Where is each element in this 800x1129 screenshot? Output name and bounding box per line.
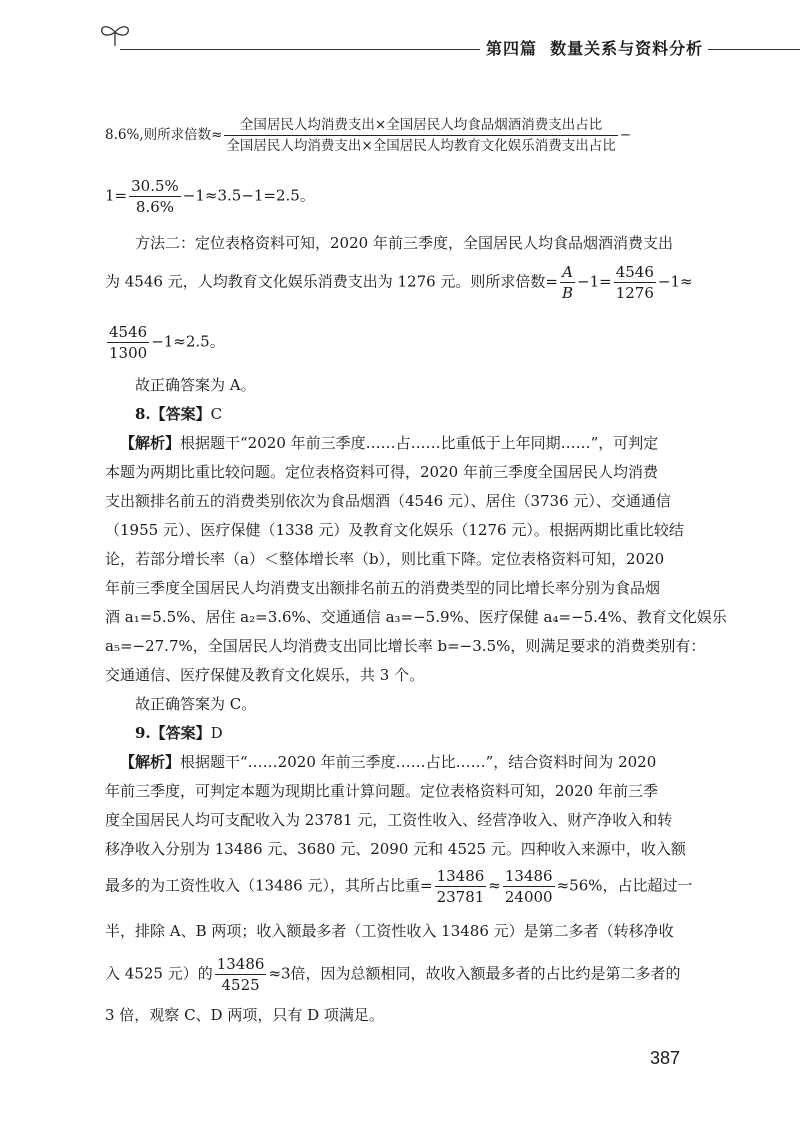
l25-num: 13486 xyxy=(216,955,265,973)
l5-suffix: −1≈2.5。 xyxy=(151,332,225,351)
line-22: 移净收入分别为 13486 元、3680 元、2090 元和 4525 元。四种收入来源中，收入额 xyxy=(105,840,686,858)
fraction-4546-over-1276 xyxy=(614,262,656,303)
header-rule-right xyxy=(708,49,800,50)
line-24: 半，排除 A、B 两项；收入额最多者（工资性收入 13486 元）是第二多者（转移净收 xyxy=(105,922,674,940)
fraction-share-ratio xyxy=(224,115,617,156)
l2-num: 30.5% xyxy=(131,177,179,195)
page-number: 387 xyxy=(650,1048,681,1068)
fraction-4546-over-1300 xyxy=(107,322,149,363)
analysis-8-text: 根据题干“2020 年前三季度……占……比重低于上年同期……”，可判定 xyxy=(180,434,659,452)
line-23 xyxy=(105,866,695,907)
line-2 xyxy=(105,176,695,217)
l4-den2: 1276 xyxy=(615,284,654,302)
line-11: （1955 元）、医疗保健（1338 元）及教育文化娱乐（1276 元）。根据两期比重比较结 xyxy=(105,521,684,539)
l4-num2: 4546 xyxy=(615,263,654,281)
answer-9 xyxy=(135,718,725,748)
line-14: 酒 a₁=5.5%、居住 a₂=3.6%、交通通信 a₃=−5.9%、医疗保健 a₄=−5.4%、教育文化娱乐 xyxy=(105,608,727,626)
line-15: a₅=−27.7%，全国居民人均消费支出同比增长率 b=−3.5%，则满足要求的消费类别有： xyxy=(105,637,706,655)
answer-9-label: 9.【答案】 xyxy=(135,724,211,742)
l4-num1: A xyxy=(560,262,575,283)
line-25 xyxy=(105,954,695,995)
l23-mid: ≈ xyxy=(488,876,501,895)
line-6: 故正确答案为 A。 xyxy=(135,376,256,394)
l25-suffix: ≈3倍，因为总额相同，故收入额最多者的占比约是第二多者的 xyxy=(268,964,681,983)
answer-8 xyxy=(135,399,725,429)
l5-num: 4546 xyxy=(109,323,148,341)
l23-den1: 23781 xyxy=(436,888,485,906)
l23-num2: 13486 xyxy=(504,867,553,885)
l4-prefix: 为 4546 元，人均教育文化娱乐消费支出为 1276 元。则所求倍数= xyxy=(105,272,558,291)
line-4 xyxy=(105,262,695,303)
line-13: 年前三季度全国居民人均消费支出额排名前五的消费类型的同比增长率分别为食品烟 xyxy=(105,579,661,597)
l1-num: 全国居民人均消费支出×全国居民人均食品烟酒消费支出占比 xyxy=(224,115,617,136)
fraction-30-5-over-8-6 xyxy=(129,176,181,217)
analysis-8-label: 【解析】 xyxy=(120,434,181,452)
l25-prefix: 入 4525 元）的 xyxy=(105,964,213,983)
l5-den: 1300 xyxy=(109,344,148,362)
l4-den1: B xyxy=(562,284,574,302)
line-26: 3 倍，观察 C、D 两项，只有 D 项满足。 xyxy=(105,1006,384,1024)
header-section: 第四篇 xyxy=(486,39,538,58)
analysis-9-text: 根据题干“……2020 年前三季度……占比……”，结合资料时间为 2020 xyxy=(180,753,657,771)
l4-suffix: −1≈ xyxy=(657,272,693,291)
line-19 xyxy=(120,747,710,777)
fraction-13486-over-24000 xyxy=(503,866,555,907)
l2-den: 8.6% xyxy=(135,198,174,216)
header-title xyxy=(486,36,703,59)
fraction-13486-over-23781 xyxy=(435,866,487,907)
answer-9-value: D xyxy=(210,724,223,742)
header-chapter: 数量关系与资料分析 xyxy=(550,39,704,58)
leaf-logo-icon xyxy=(98,20,132,48)
header-rule-left xyxy=(120,49,480,50)
answer-8-label: 8.【答案】 xyxy=(135,405,211,423)
l2-suffix: −1≈3.5−1=2.5。 xyxy=(182,186,315,205)
line-17: 故正确答案为 C。 xyxy=(135,695,257,713)
line-16: 交通通信、医疗保健及教育文化娱乐，共 3 个。 xyxy=(105,666,425,684)
line-5 xyxy=(105,322,695,363)
l23-prefix: 最多的为工资性收入（13486 元），其所占比重= xyxy=(105,876,433,895)
fraction-13486-over-4525 xyxy=(215,954,267,995)
l1-den: 全国居民人均消费支出×全国居民人均教育文化娱乐消费支出占比 xyxy=(226,138,616,154)
l4-mid: −1= xyxy=(577,272,612,291)
answer-8-value: C xyxy=(210,405,223,423)
line-20: 年前三季度，可判定本题为现期比重计算问题。定位表格资料可知，2020 年前三季 xyxy=(105,782,658,800)
l23-suffix: ≈56%，占比超过一 xyxy=(556,876,693,895)
line-21: 度全国居民人均可支配收入为 23781 元，工资性收入、经营净收入、财产净收入和转 xyxy=(105,811,673,829)
l25-den: 4525 xyxy=(221,976,260,994)
l23-num1: 13486 xyxy=(436,867,485,885)
l23-den2: 24000 xyxy=(504,888,553,906)
l2-prefix: 1= xyxy=(105,186,128,205)
line-12: 论，若部分增长率（a）＜整体增长率（b），则比重下降。定位表格资料可知，2020 xyxy=(105,550,665,568)
l1-suffix: − xyxy=(619,127,632,143)
line-8 xyxy=(120,428,710,458)
fraction-a-over-b xyxy=(560,262,575,303)
line-9: 本题为两期比重比较问题。定位表格资料可得，2020 年前三季度全国居民人均消费 xyxy=(105,463,658,481)
analysis-9-label: 【解析】 xyxy=(120,753,181,771)
line-3: 方法二：定位表格资料可知，2020 年前三季度，全国居民人均食品烟酒消费支出 xyxy=(135,234,673,252)
line-1 xyxy=(105,115,695,156)
line-10: 支出额排名前五的消费类别依次为食品烟酒（4546 元）、居住（3736 元）、交通通信 xyxy=(105,492,671,510)
l1-prefix: 8.6%,则所求倍数≈ xyxy=(105,127,223,143)
